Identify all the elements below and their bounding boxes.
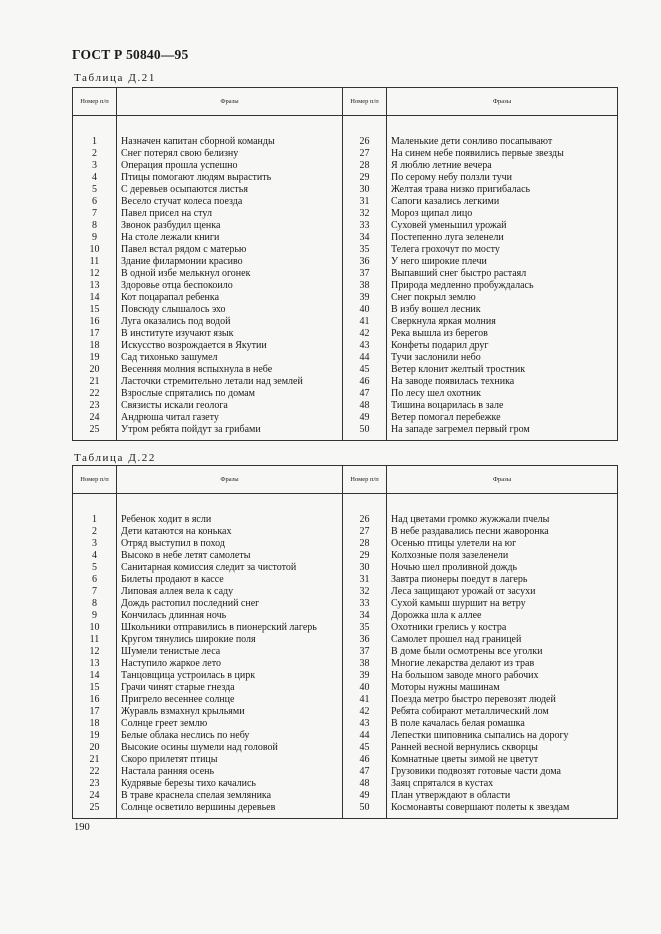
row-number-left: 12 bbox=[73, 646, 117, 658]
row-phrase-left: Весенняя молния вспыхнула в небе bbox=[117, 364, 343, 376]
row-phrase-left: Билеты продают в кассе bbox=[117, 574, 343, 586]
row-number-right: 40 bbox=[343, 304, 387, 316]
row-number-left: 9 bbox=[73, 232, 117, 244]
row-phrase-right: На западе загремел первый гром bbox=[387, 424, 618, 441]
row-number-left: 1 bbox=[73, 116, 117, 149]
row-number-right: 49 bbox=[343, 790, 387, 802]
table-row bbox=[73, 778, 618, 790]
row-phrase-right: Самолет прошел над границей bbox=[387, 634, 618, 646]
row-number-left: 15 bbox=[73, 682, 117, 694]
table-row bbox=[73, 682, 618, 694]
table-row bbox=[73, 412, 618, 424]
row-phrase-left: В институте изучают язык bbox=[117, 328, 343, 340]
row-phrase-left: Дети катаются на коньках bbox=[117, 526, 343, 538]
row-number-left: 12 bbox=[73, 268, 117, 280]
row-phrase-left: Пригрело весеннее солнце bbox=[117, 694, 343, 706]
row-phrase-left: Липовая аллея вела к саду bbox=[117, 586, 343, 598]
table-row bbox=[73, 622, 618, 634]
row-number-left: 21 bbox=[73, 754, 117, 766]
table-row bbox=[73, 196, 618, 208]
row-number-right: 30 bbox=[343, 184, 387, 196]
row-number-right: 35 bbox=[343, 622, 387, 634]
row-number-left: 2 bbox=[73, 148, 117, 160]
row-phrase-left: Весело стучат колеса поезда bbox=[117, 196, 343, 208]
row-number-left: 22 bbox=[73, 766, 117, 778]
table-row bbox=[73, 268, 618, 280]
row-number-right: 45 bbox=[343, 364, 387, 376]
row-number-left: 16 bbox=[73, 694, 117, 706]
row-number-right: 48 bbox=[343, 400, 387, 412]
row-number-right: 43 bbox=[343, 340, 387, 352]
row-phrase-right: Снег покрыл землю bbox=[387, 292, 618, 304]
row-number-right: 48 bbox=[343, 778, 387, 790]
row-phrase-left: Высоко в небе летят самолеты bbox=[117, 550, 343, 562]
row-number-left: 4 bbox=[73, 172, 117, 184]
row-phrase-left: В траве краснела спелая земляника bbox=[117, 790, 343, 802]
row-phrase-right: Желтая трава низко пригибалась bbox=[387, 184, 618, 196]
row-phrase-right: Постепенно луга зеленели bbox=[387, 232, 618, 244]
table-row bbox=[73, 634, 618, 646]
row-phrase-right: Заяц спрятался в кустах bbox=[387, 778, 618, 790]
table-row bbox=[73, 646, 618, 658]
row-number-right: 38 bbox=[343, 280, 387, 292]
row-phrase-right: Я люблю летние вечера bbox=[387, 160, 618, 172]
row-number-right: 47 bbox=[343, 766, 387, 778]
row-phrase-right: Телега грохочут по мосту bbox=[387, 244, 618, 256]
document-title: ГОСТ Р 50840—95 bbox=[72, 47, 189, 62]
row-number-right: 30 bbox=[343, 562, 387, 574]
row-phrase-right: В доме были осмотрены все уголки bbox=[387, 646, 618, 658]
table-row bbox=[73, 610, 618, 622]
table-d21 bbox=[72, 87, 618, 441]
row-number-left: 23 bbox=[73, 778, 117, 790]
row-number-right: 42 bbox=[343, 328, 387, 340]
row-number-left: 11 bbox=[73, 634, 117, 646]
row-number-right: 33 bbox=[343, 598, 387, 610]
table-row bbox=[73, 116, 618, 149]
row-phrase-right: В поле качалась белая ромашка bbox=[387, 718, 618, 730]
row-number-left: 23 bbox=[73, 400, 117, 412]
row-phrase-left: Сад тихонько зашумел bbox=[117, 352, 343, 364]
row-phrase-right: Леса защищают урожай от засухи bbox=[387, 586, 618, 598]
row-phrase-left: На столе лежали книги bbox=[117, 232, 343, 244]
row-number-left: 17 bbox=[73, 706, 117, 718]
row-number-left: 24 bbox=[73, 412, 117, 424]
table-row bbox=[73, 706, 618, 718]
row-number-left: 20 bbox=[73, 742, 117, 754]
table-row bbox=[73, 670, 618, 682]
row-number-right: 35 bbox=[343, 244, 387, 256]
row-number-right: 31 bbox=[343, 196, 387, 208]
header-number-right: Номер п/п bbox=[343, 88, 387, 116]
row-phrase-right: Тишина воцарилась в зале bbox=[387, 400, 618, 412]
row-phrase-left: Дождь растопил последний снег bbox=[117, 598, 343, 610]
table-d22-caption: Таблица Д.22 bbox=[74, 452, 156, 464]
row-phrase-right: Сверкнула яркая молния bbox=[387, 316, 618, 328]
header-number-left: Номер п/п bbox=[73, 466, 117, 494]
row-phrase-right: Моторы нужны машинам bbox=[387, 682, 618, 694]
row-phrase-right: Сухой камыш шуршит на ветру bbox=[387, 598, 618, 610]
row-number-right: 36 bbox=[343, 634, 387, 646]
row-phrase-right: Выпавший снег быстро растаял bbox=[387, 268, 618, 280]
row-number-right: 44 bbox=[343, 352, 387, 364]
row-phrase-left: Связисты искали геолога bbox=[117, 400, 343, 412]
row-phrase-left: Шумели тенистые леса bbox=[117, 646, 343, 658]
table-row bbox=[73, 256, 618, 268]
row-phrase-right: На заводе появилась техника bbox=[387, 376, 618, 388]
row-phrase-left: Высокие осины шумели над головой bbox=[117, 742, 343, 754]
table-d22 bbox=[72, 465, 618, 819]
row-number-left: 7 bbox=[73, 586, 117, 598]
row-phrase-right: На большом заводе много рабочих bbox=[387, 670, 618, 682]
row-number-right: 32 bbox=[343, 586, 387, 598]
row-phrase-left: Кончилась длинная ночь bbox=[117, 610, 343, 622]
row-number-left: 17 bbox=[73, 328, 117, 340]
row-phrase-right: Мороз щипал лицо bbox=[387, 208, 618, 220]
row-phrase-left: Назначен капитан сборной команды bbox=[117, 116, 343, 149]
row-phrase-right: Грузовики подвозят готовые части дома bbox=[387, 766, 618, 778]
row-phrase-right: В небе раздавались песни жаворонка bbox=[387, 526, 618, 538]
table-row bbox=[73, 364, 618, 376]
row-phrase-right: Охотники грелись у костра bbox=[387, 622, 618, 634]
row-phrase-left: Настала ранняя осень bbox=[117, 766, 343, 778]
table-row bbox=[73, 790, 618, 802]
table-row bbox=[73, 184, 618, 196]
row-phrase-left: Кот поцарапал ребенка bbox=[117, 292, 343, 304]
row-phrase-right: Маленькие дети сонливо посапывают bbox=[387, 116, 618, 149]
table-row bbox=[73, 586, 618, 598]
row-phrase-right: Конфеты подарил друг bbox=[387, 340, 618, 352]
header-phrase-left: Фразы bbox=[117, 466, 343, 494]
row-phrase-right: Ветер помогал перебежке bbox=[387, 412, 618, 424]
header-number-left: Номер п/п bbox=[73, 88, 117, 116]
table-row bbox=[73, 292, 618, 304]
row-phrase-right: Ветер клонит желтый тростник bbox=[387, 364, 618, 376]
row-phrase-left: Кругом тянулись широкие поля bbox=[117, 634, 343, 646]
row-number-right: 49 bbox=[343, 412, 387, 424]
row-number-right: 34 bbox=[343, 610, 387, 622]
row-phrase-right: Ночью шел проливной дождь bbox=[387, 562, 618, 574]
table-row bbox=[73, 538, 618, 550]
row-number-left: 6 bbox=[73, 574, 117, 586]
row-phrase-right: Комнатные цветы зимой не цветут bbox=[387, 754, 618, 766]
row-phrase-right: В избу вошел лесник bbox=[387, 304, 618, 316]
row-phrase-left: Наступило жаркое лето bbox=[117, 658, 343, 670]
row-number-left: 25 bbox=[73, 802, 117, 819]
row-number-right: 27 bbox=[343, 148, 387, 160]
table-row bbox=[73, 742, 618, 754]
row-phrase-left: Отряд выступил в поход bbox=[117, 538, 343, 550]
row-phrase-right: Река вышла из берегов bbox=[387, 328, 618, 340]
table-row bbox=[73, 766, 618, 778]
table-row bbox=[73, 562, 618, 574]
table-row bbox=[73, 718, 618, 730]
row-number-right: 39 bbox=[343, 670, 387, 682]
row-number-right: 41 bbox=[343, 316, 387, 328]
row-phrase-right: Тучи заслонили небо bbox=[387, 352, 618, 364]
row-phrase-left: Солнце греет землю bbox=[117, 718, 343, 730]
row-number-left: 8 bbox=[73, 598, 117, 610]
row-phrase-right: Осенью птицы улетели на юг bbox=[387, 538, 618, 550]
row-phrase-left: Школьники отправились в пионерский лагерь bbox=[117, 622, 343, 634]
row-phrase-right: Сапоги казались легкими bbox=[387, 196, 618, 208]
table-row bbox=[73, 352, 618, 364]
row-number-left: 18 bbox=[73, 340, 117, 352]
row-phrase-left: Птицы помогают людям вырастить bbox=[117, 172, 343, 184]
row-phrase-right: Суховей уменьшил урожай bbox=[387, 220, 618, 232]
table-row bbox=[73, 280, 618, 292]
row-phrase-left: Взрослые спрятались по домам bbox=[117, 388, 343, 400]
row-phrase-left: Павел встал рядом с матерью bbox=[117, 244, 343, 256]
row-number-left: 2 bbox=[73, 526, 117, 538]
row-number-right: 39 bbox=[343, 292, 387, 304]
table-row bbox=[73, 208, 618, 220]
table-row bbox=[73, 160, 618, 172]
row-number-right: 28 bbox=[343, 160, 387, 172]
row-number-left: 13 bbox=[73, 280, 117, 292]
row-number-left: 15 bbox=[73, 304, 117, 316]
row-phrase-left: Белые облака неслись по небу bbox=[117, 730, 343, 742]
table-row bbox=[73, 244, 618, 256]
row-number-left: 5 bbox=[73, 184, 117, 196]
row-phrase-right: Поезда метро быстро перевозят людей bbox=[387, 694, 618, 706]
row-phrase-right: Над цветами громко жужжали пчелы bbox=[387, 494, 618, 527]
row-number-right: 50 bbox=[343, 802, 387, 819]
row-number-left: 21 bbox=[73, 376, 117, 388]
row-number-right: 32 bbox=[343, 208, 387, 220]
table-row bbox=[73, 424, 618, 441]
row-number-left: 14 bbox=[73, 292, 117, 304]
row-number-right: 37 bbox=[343, 268, 387, 280]
table-row bbox=[73, 340, 618, 352]
row-number-left: 1 bbox=[73, 494, 117, 527]
table-row bbox=[73, 328, 618, 340]
row-number-right: 34 bbox=[343, 232, 387, 244]
row-number-right: 37 bbox=[343, 646, 387, 658]
table-row bbox=[73, 802, 618, 819]
row-number-left: 6 bbox=[73, 196, 117, 208]
row-number-left: 22 bbox=[73, 388, 117, 400]
table-row bbox=[73, 574, 618, 586]
row-number-right: 40 bbox=[343, 682, 387, 694]
row-number-left: 20 bbox=[73, 364, 117, 376]
header-number-right: Номер п/п bbox=[343, 466, 387, 494]
table-row bbox=[73, 400, 618, 412]
row-number-left: 14 bbox=[73, 670, 117, 682]
table-row bbox=[73, 148, 618, 160]
table-d21-caption: Таблица Д.21 bbox=[74, 72, 156, 84]
row-number-right: 45 bbox=[343, 742, 387, 754]
row-phrase-right: Многие лекарства делают из трав bbox=[387, 658, 618, 670]
row-phrase-left: Андрюша читал газету bbox=[117, 412, 343, 424]
row-phrase-right: По серому небу ползли тучи bbox=[387, 172, 618, 184]
row-phrase-left: Санитарная комиссия следит за чистотой bbox=[117, 562, 343, 574]
header-phrase-left: Фразы bbox=[117, 88, 343, 116]
row-phrase-right: План утверждают в области bbox=[387, 790, 618, 802]
row-number-right: 44 bbox=[343, 730, 387, 742]
row-number-right: 46 bbox=[343, 754, 387, 766]
row-phrase-right: Ранней весной вернулись скворцы bbox=[387, 742, 618, 754]
row-phrase-left: Здание филармонии красиво bbox=[117, 256, 343, 268]
row-phrase-left: С деревьев осыпаются листья bbox=[117, 184, 343, 196]
row-number-right: 26 bbox=[343, 116, 387, 149]
row-phrase-left: Искусство возрождается в Якутии bbox=[117, 340, 343, 352]
table-row bbox=[73, 494, 618, 527]
row-number-left: 19 bbox=[73, 352, 117, 364]
row-phrase-right: По лесу шел охотник bbox=[387, 388, 618, 400]
header-phrase-right: Фразы bbox=[387, 466, 618, 494]
row-number-right: 28 bbox=[343, 538, 387, 550]
row-phrase-right: У него широкие плечи bbox=[387, 256, 618, 268]
row-number-left: 8 bbox=[73, 220, 117, 232]
table-row bbox=[73, 598, 618, 610]
row-number-right: 33 bbox=[343, 220, 387, 232]
row-phrase-left: Грачи чинят старые гнезда bbox=[117, 682, 343, 694]
row-number-left: 3 bbox=[73, 160, 117, 172]
row-number-left: 10 bbox=[73, 244, 117, 256]
row-phrase-left: Ласточки стремительно летали над землей bbox=[117, 376, 343, 388]
row-phrase-right: Колхозные поля зазеленели bbox=[387, 550, 618, 562]
row-phrase-right: Дорожка шла к аллее bbox=[387, 610, 618, 622]
row-number-left: 11 bbox=[73, 256, 117, 268]
row-phrase-left: Повсюду слышалось эхо bbox=[117, 304, 343, 316]
row-phrase-right: Космонавты совершают полеты к звездам bbox=[387, 802, 618, 819]
row-number-right: 27 bbox=[343, 526, 387, 538]
table-row bbox=[73, 550, 618, 562]
row-phrase-left: Солнце осветило вершины деревьев bbox=[117, 802, 343, 819]
row-phrase-left: Звонок разбудил щенка bbox=[117, 220, 343, 232]
row-number-left: 7 bbox=[73, 208, 117, 220]
table-row bbox=[73, 754, 618, 766]
row-number-right: 29 bbox=[343, 172, 387, 184]
row-phrase-left: Операция прошла успешно bbox=[117, 160, 343, 172]
row-number-left: 18 bbox=[73, 718, 117, 730]
row-number-left: 9 bbox=[73, 610, 117, 622]
table-row bbox=[73, 694, 618, 706]
row-phrase-left: Здоровье отца беспокоило bbox=[117, 280, 343, 292]
table-row bbox=[73, 658, 618, 670]
row-phrase-left: Ребенок ходит в ясли bbox=[117, 494, 343, 527]
table-row bbox=[73, 388, 618, 400]
table-row bbox=[73, 220, 618, 232]
row-number-left: 25 bbox=[73, 424, 117, 441]
row-number-right: 29 bbox=[343, 550, 387, 562]
row-number-right: 46 bbox=[343, 376, 387, 388]
row-number-right: 38 bbox=[343, 658, 387, 670]
row-phrase-right: Лепестки шиповника сыпались на дорогу bbox=[387, 730, 618, 742]
row-phrase-right: Природа медленно пробуждалась bbox=[387, 280, 618, 292]
row-number-right: 47 bbox=[343, 388, 387, 400]
row-phrase-right: На синем небе появились первые звезды bbox=[387, 148, 618, 160]
row-number-right: 50 bbox=[343, 424, 387, 441]
table-row bbox=[73, 172, 618, 184]
row-number-left: 24 bbox=[73, 790, 117, 802]
table-row bbox=[73, 376, 618, 388]
row-phrase-right: Ребята собирают металлический лом bbox=[387, 706, 618, 718]
row-number-right: 36 bbox=[343, 256, 387, 268]
row-number-left: 10 bbox=[73, 622, 117, 634]
row-number-left: 16 bbox=[73, 316, 117, 328]
row-number-left: 13 bbox=[73, 658, 117, 670]
row-phrase-left: Танцовщица устроилась в цирк bbox=[117, 670, 343, 682]
header-phrase-right: Фразы bbox=[387, 88, 618, 116]
table-row bbox=[73, 526, 618, 538]
table-row bbox=[73, 316, 618, 328]
row-phrase-left: Снег потерял свою белизну bbox=[117, 148, 343, 160]
row-phrase-left: Скоро прилетят птицы bbox=[117, 754, 343, 766]
row-phrase-left: В одной избе мелькнул огонек bbox=[117, 268, 343, 280]
row-number-right: 31 bbox=[343, 574, 387, 586]
row-number-right: 41 bbox=[343, 694, 387, 706]
row-number-left: 19 bbox=[73, 730, 117, 742]
row-number-right: 26 bbox=[343, 494, 387, 527]
row-number-left: 3 bbox=[73, 538, 117, 550]
row-phrase-left: Кудрявые березы тихо качались bbox=[117, 778, 343, 790]
table-row bbox=[73, 232, 618, 244]
row-phrase-left: Утром ребята пойдут за грибами bbox=[117, 424, 343, 441]
row-phrase-left: Павел присел на стул bbox=[117, 208, 343, 220]
row-number-left: 5 bbox=[73, 562, 117, 574]
page-number: 190 bbox=[74, 822, 90, 833]
table-row bbox=[73, 304, 618, 316]
row-number-right: 43 bbox=[343, 718, 387, 730]
table-row bbox=[73, 730, 618, 742]
row-phrase-left: Журавль взмахнул крыльями bbox=[117, 706, 343, 718]
row-phrase-left: Луга оказались под водой bbox=[117, 316, 343, 328]
row-phrase-right: Завтра пионеры поедут в лагерь bbox=[387, 574, 618, 586]
row-number-left: 4 bbox=[73, 550, 117, 562]
row-number-right: 42 bbox=[343, 706, 387, 718]
